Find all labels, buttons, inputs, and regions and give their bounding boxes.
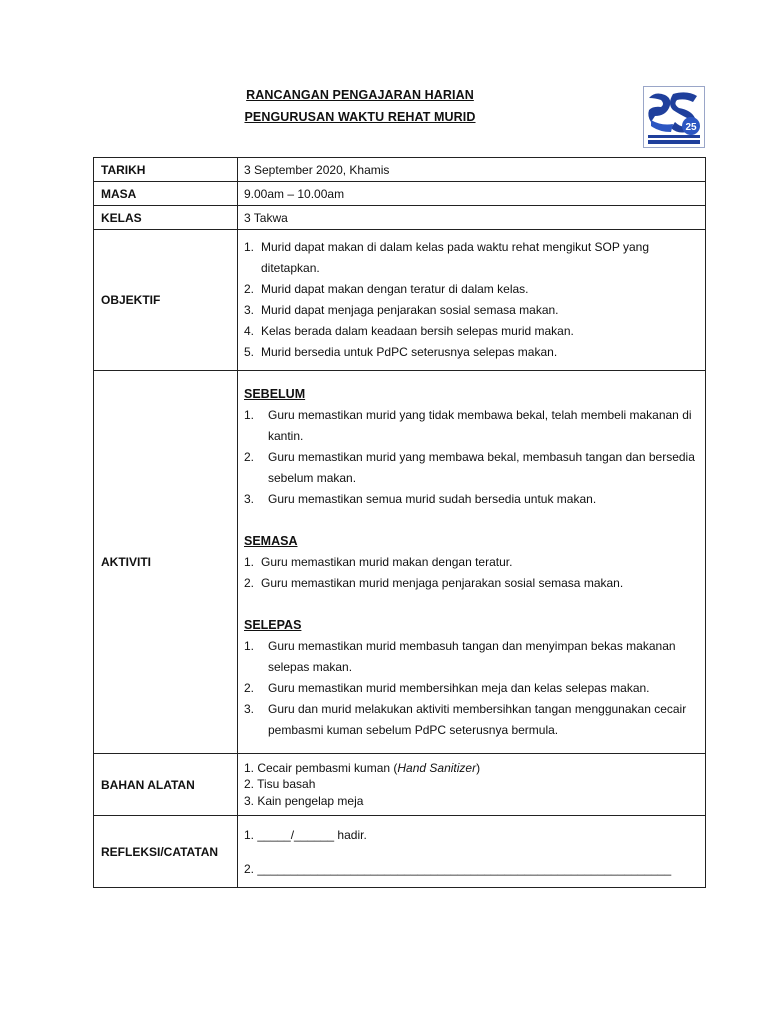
list-item: 1. Guru memastikan murid makan dengan teratur. xyxy=(244,554,513,569)
masa-label: MASA xyxy=(94,182,238,206)
row-kelas xyxy=(94,206,706,230)
aktiviti-value xyxy=(238,371,706,754)
bahan-value xyxy=(238,754,706,816)
refleksi-value xyxy=(238,816,706,888)
list-item: 1. Cecair pembasmi kuman (Hand Sanitizer) xyxy=(244,760,481,775)
row-refleksi xyxy=(94,816,706,888)
refleksi-label: REFLEKSI/CATATAN xyxy=(94,816,238,888)
section-heading-selepas: SELEPAS xyxy=(244,617,302,632)
row-bahan-alatan xyxy=(94,754,706,816)
objektif-value xyxy=(238,230,706,371)
row-tarikh xyxy=(94,158,706,182)
list-item: 2. Murid dapat makan dengan teratur di dalam kelas. xyxy=(244,282,529,296)
document-title: RANCANGAN PENGAJARAN HARIAN xyxy=(246,88,474,102)
objektif-label: OBJEKTIF xyxy=(94,230,238,371)
row-aktiviti xyxy=(94,371,706,754)
refleksi-line-2: 2. ______________________________________________________________ xyxy=(244,861,672,876)
list-item: 3. Guru memastikan semua murid sudah bersedia untuk makan. xyxy=(244,491,597,506)
selepas-list xyxy=(244,636,699,741)
lesson-plan-table xyxy=(93,157,706,888)
bahan-label: BAHAN ALATAN xyxy=(94,754,238,816)
svg-text:25: 25 xyxy=(685,122,697,133)
section-heading-sebelum: SEBELUM xyxy=(244,386,306,401)
list-item: 2. Tisu basah xyxy=(244,777,316,792)
tarikh-label: TARIKH xyxy=(94,158,238,182)
refleksi-line-1: 1. _____/______ hadir. xyxy=(244,827,367,842)
kelas-label: KELAS xyxy=(94,206,238,230)
list-item: 3. Kain pengelap meja xyxy=(244,793,364,808)
list-item: 4. Kelas berada dalam keadaan bersih selepas murid makan. xyxy=(244,324,574,338)
row-objektif xyxy=(94,230,706,371)
row-masa xyxy=(94,182,706,206)
list-item: 2. Guru memastikan murid yang membawa bekal, membasuh tangan dan bersedia sebelum makan. xyxy=(244,449,695,485)
list-item: 3. Guru dan murid melakukan aktiviti membersihkan tangan menggunakan cecair pembasmi kuman sebelum PdPC seterusnya bermula. xyxy=(244,701,687,737)
semasa-list xyxy=(244,552,699,594)
sebelum-list xyxy=(244,405,699,510)
masa-value: 9.00am – 10.00am xyxy=(238,182,706,206)
section-heading-semasa: SEMASA xyxy=(244,533,298,548)
aktiviti-label: AKTIVITI xyxy=(94,371,238,754)
list-item: 3. Murid dapat menjaga penjarakan sosial semasa makan. xyxy=(244,303,559,317)
tarikh-value: 3 September 2020, Khamis xyxy=(238,158,706,182)
objektif-list xyxy=(244,237,699,363)
kelas-value: 3 Takwa xyxy=(238,206,706,230)
list-item: 1. Guru memastikan murid yang tidak membawa bekal, telah membeli makanan di kantin. xyxy=(244,407,692,443)
list-item: 2. Guru memastikan murid membersihkan meja dan kelas selepas makan. xyxy=(244,680,650,695)
list-item: 1. Guru memastikan murid membasuh tangan dan menyimpan bekas makanan selepas makan. xyxy=(244,638,676,674)
list-item: 5. Murid bersedia untuk PdPC seterusnya selepas makan. xyxy=(244,345,558,359)
document-subtitle: PENGURUSAN WAKTU REHAT MURID xyxy=(244,110,476,124)
list-item: 1. Murid dapat makan di dalam kelas pada waktu rehat mengikut SOP yang ditetapkan. xyxy=(244,240,649,275)
school-logo-icon xyxy=(643,86,705,148)
list-item: 2. Guru memastikan murid menjaga penjarakan sosial semasa makan. xyxy=(244,575,624,590)
